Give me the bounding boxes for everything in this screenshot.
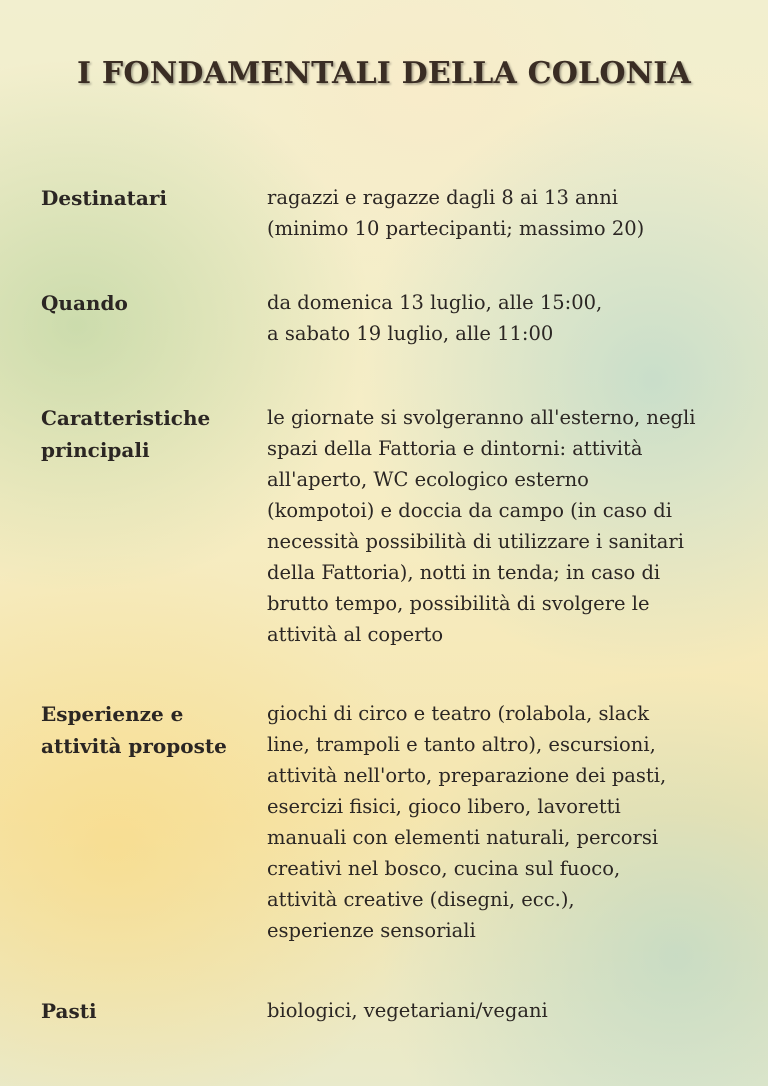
row-value-line: brutto tempo, possibilità di svolgere le (267, 592, 650, 615)
row-value-line: esperienze sensoriali (267, 919, 476, 942)
row-label (41, 182, 256, 214)
row-value-line: le giornate si svolgeranno all'esterno, negli (267, 406, 696, 429)
row-value-line: della Fattoria), notti in tenda; in caso di (267, 561, 661, 584)
row-value-line: attività nell'orto, preparazione dei pasti, (267, 764, 667, 787)
row-label-line: attività proposte (41, 734, 227, 758)
row-label-line: principali (41, 438, 150, 462)
row-label-line: Esperienze e (41, 702, 184, 726)
row-label-line: Destinatari (41, 186, 167, 210)
row-value-line: spazi della Fattoria e dintorni: attività (267, 437, 643, 460)
row-value (267, 182, 747, 244)
row-value-line: a sabato 19 luglio, alle 11:00 (267, 322, 554, 345)
row-value (267, 402, 747, 650)
row-value (267, 995, 747, 1026)
row-value-line: esercizi fisici, gioco libero, lavoretti (267, 795, 621, 818)
row-label (41, 995, 256, 1027)
row-value-line: (kompotoi) e doccia da campo (in caso di (267, 499, 672, 522)
row-value-line: giochi di circo e teatro (rolabola, slack (267, 702, 650, 725)
row-value-line: necessità possibilità di utilizzare i sanitari (267, 530, 684, 553)
row-label-line: Pasti (41, 999, 97, 1023)
row-value (267, 698, 747, 946)
row-value-line: line, trampoli e tanto altro), escursioni, (267, 733, 656, 756)
row-value-line: da domenica 13 luglio, alle 15:00, (267, 291, 603, 314)
row-value-line: creativi nel bosco, cucina sul fuoco, (267, 857, 621, 880)
row-value-line: manuali con elementi naturali, percorsi (267, 826, 659, 849)
row-value-line: all'aperto, WC ecologico esterno (267, 468, 589, 491)
row-label-line: Caratteristiche (41, 406, 211, 430)
row-label (41, 287, 256, 319)
row-value-line: attività al coperto (267, 623, 444, 646)
row-value-line: biologici, vegetariani/vegani (267, 999, 548, 1022)
row-label (41, 698, 256, 762)
row-label-line: Quando (41, 291, 128, 315)
row-value-line: attività creative (disegni, ecc.), (267, 888, 575, 911)
row-value-line: ragazzi e ragazze dagli 8 ai 13 anni (267, 186, 619, 209)
row-value-line: (minimo 10 partecipanti; massimo 20) (267, 217, 645, 240)
row-label (41, 402, 256, 466)
row-value (267, 287, 747, 349)
page-title: I FONDAMENTALI DELLA COLONIA (76, 56, 691, 91)
